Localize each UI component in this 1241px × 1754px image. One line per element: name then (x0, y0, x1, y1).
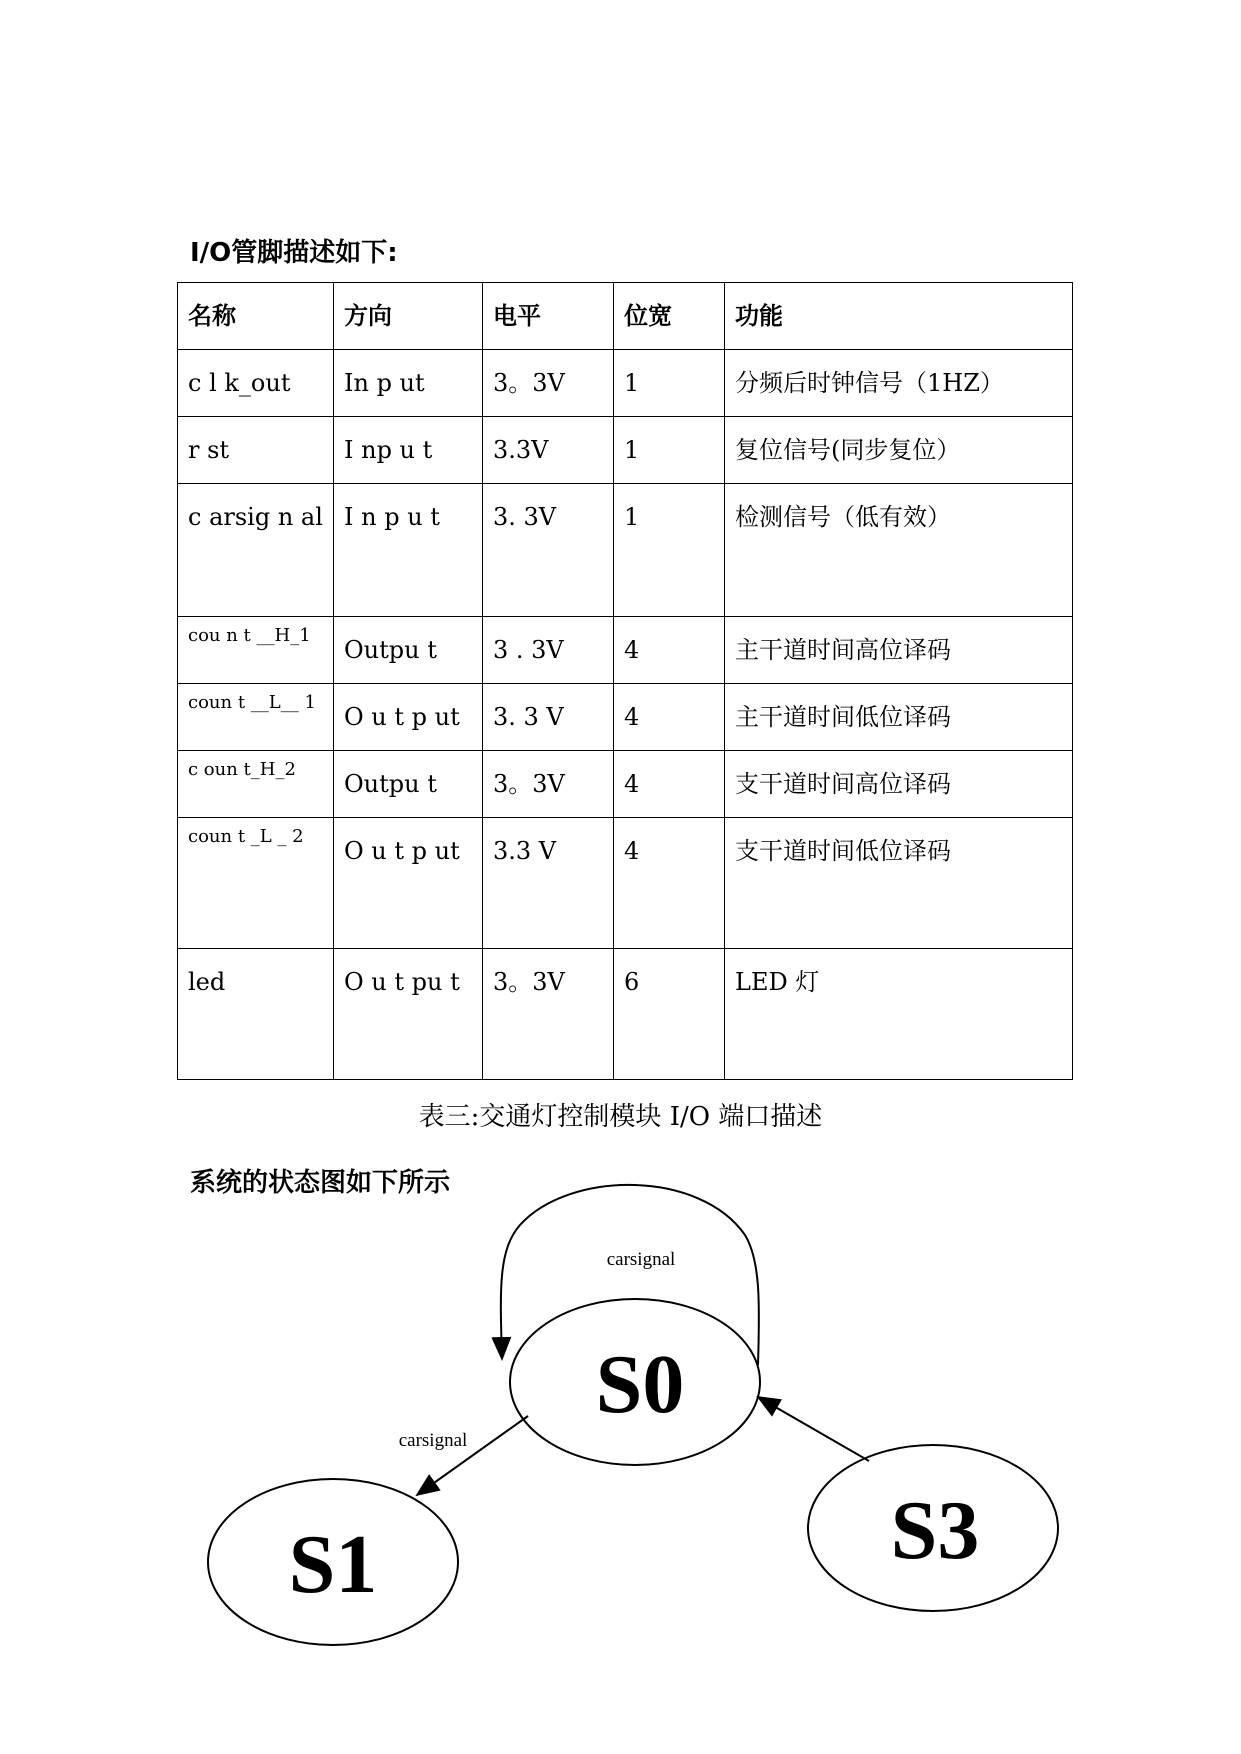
cell-level: 3。3V (483, 751, 614, 818)
loop-label: carsignal (606, 1249, 676, 1270)
cell-function: 主干道时间低位译码 (725, 684, 1073, 751)
edge-s3-s0 (758, 1397, 869, 1461)
cell-width: 4 (614, 684, 725, 751)
cell-name: coun t __L__ 1 (178, 684, 334, 751)
cell-function: LED 灯 (725, 949, 1073, 1080)
cell-function: 主干道时间高位译码 (725, 617, 1073, 684)
cell-function: 复位信号(同步复位） (725, 417, 1073, 484)
header-function: 功能 (725, 283, 1073, 350)
cell-direction: O u t p ut (334, 684, 483, 751)
state-s0-label: S0 (595, 1338, 685, 1431)
header-level: 电平 (483, 283, 614, 350)
header-width: 位宽 (614, 283, 725, 350)
io-section-heading: I/O管脚描述如下: (190, 238, 398, 268)
cell-level: 3。3V (483, 949, 614, 1080)
cell-direction: Outpu t (334, 617, 483, 684)
cell-function: 检测信号（低有效） (725, 484, 1073, 617)
cell-name: c l k_out (178, 350, 334, 417)
cell-name: c oun t_H_2 (178, 751, 334, 818)
cell-name: cou n t __H_1 (178, 617, 334, 684)
cell-name: c arsig n al (178, 484, 334, 617)
cell-width: 1 (614, 417, 725, 484)
cell-function: 支干道时间高位译码 (725, 751, 1073, 818)
state-s3-label: S3 (890, 1484, 980, 1577)
cell-direction: Outpu t (334, 751, 483, 818)
cell-width: 4 (614, 751, 725, 818)
cell-direction: O u t p ut (334, 818, 483, 949)
cell-direction: O u t pu t (334, 949, 483, 1080)
state-s1-label: S1 (288, 1518, 378, 1611)
cell-function: 分频后时钟信号（1HZ） (725, 350, 1073, 417)
edge-label: carsignal (398, 1430, 468, 1451)
cell-width: 1 (614, 350, 725, 417)
cell-direction: I n p u t (334, 484, 483, 617)
cell-direction: In p ut (334, 350, 483, 417)
cell-width: 4 (614, 818, 725, 949)
header-direction: 方向 (334, 283, 483, 350)
cell-level: 3 . 3V (483, 617, 614, 684)
cell-name: coun t _L _ 2 (178, 818, 334, 949)
cell-width: 6 (614, 949, 725, 1080)
cell-level: 3.3V (483, 417, 614, 484)
cell-direction: I np u t (334, 417, 483, 484)
cell-level: 3。3V (483, 350, 614, 417)
state-diagram-heading: 系统的状态图如下所示 (190, 1168, 451, 1198)
cell-name: r st (178, 417, 334, 484)
cell-level: 3. 3V (483, 484, 614, 617)
cell-level: 3. 3 V (483, 684, 614, 751)
cell-width: 1 (614, 484, 725, 617)
edge-s0-s1 (417, 1416, 528, 1495)
table-caption: 表三:交通灯控制模块 I/O 端口描述 (418, 1102, 823, 1132)
cell-name: led (178, 949, 334, 1080)
cell-width: 4 (614, 617, 725, 684)
header-name: 名称 (178, 283, 334, 350)
cell-function: 支干道时间低位译码 (725, 818, 1073, 949)
cell-level: 3.3 V (483, 818, 614, 949)
